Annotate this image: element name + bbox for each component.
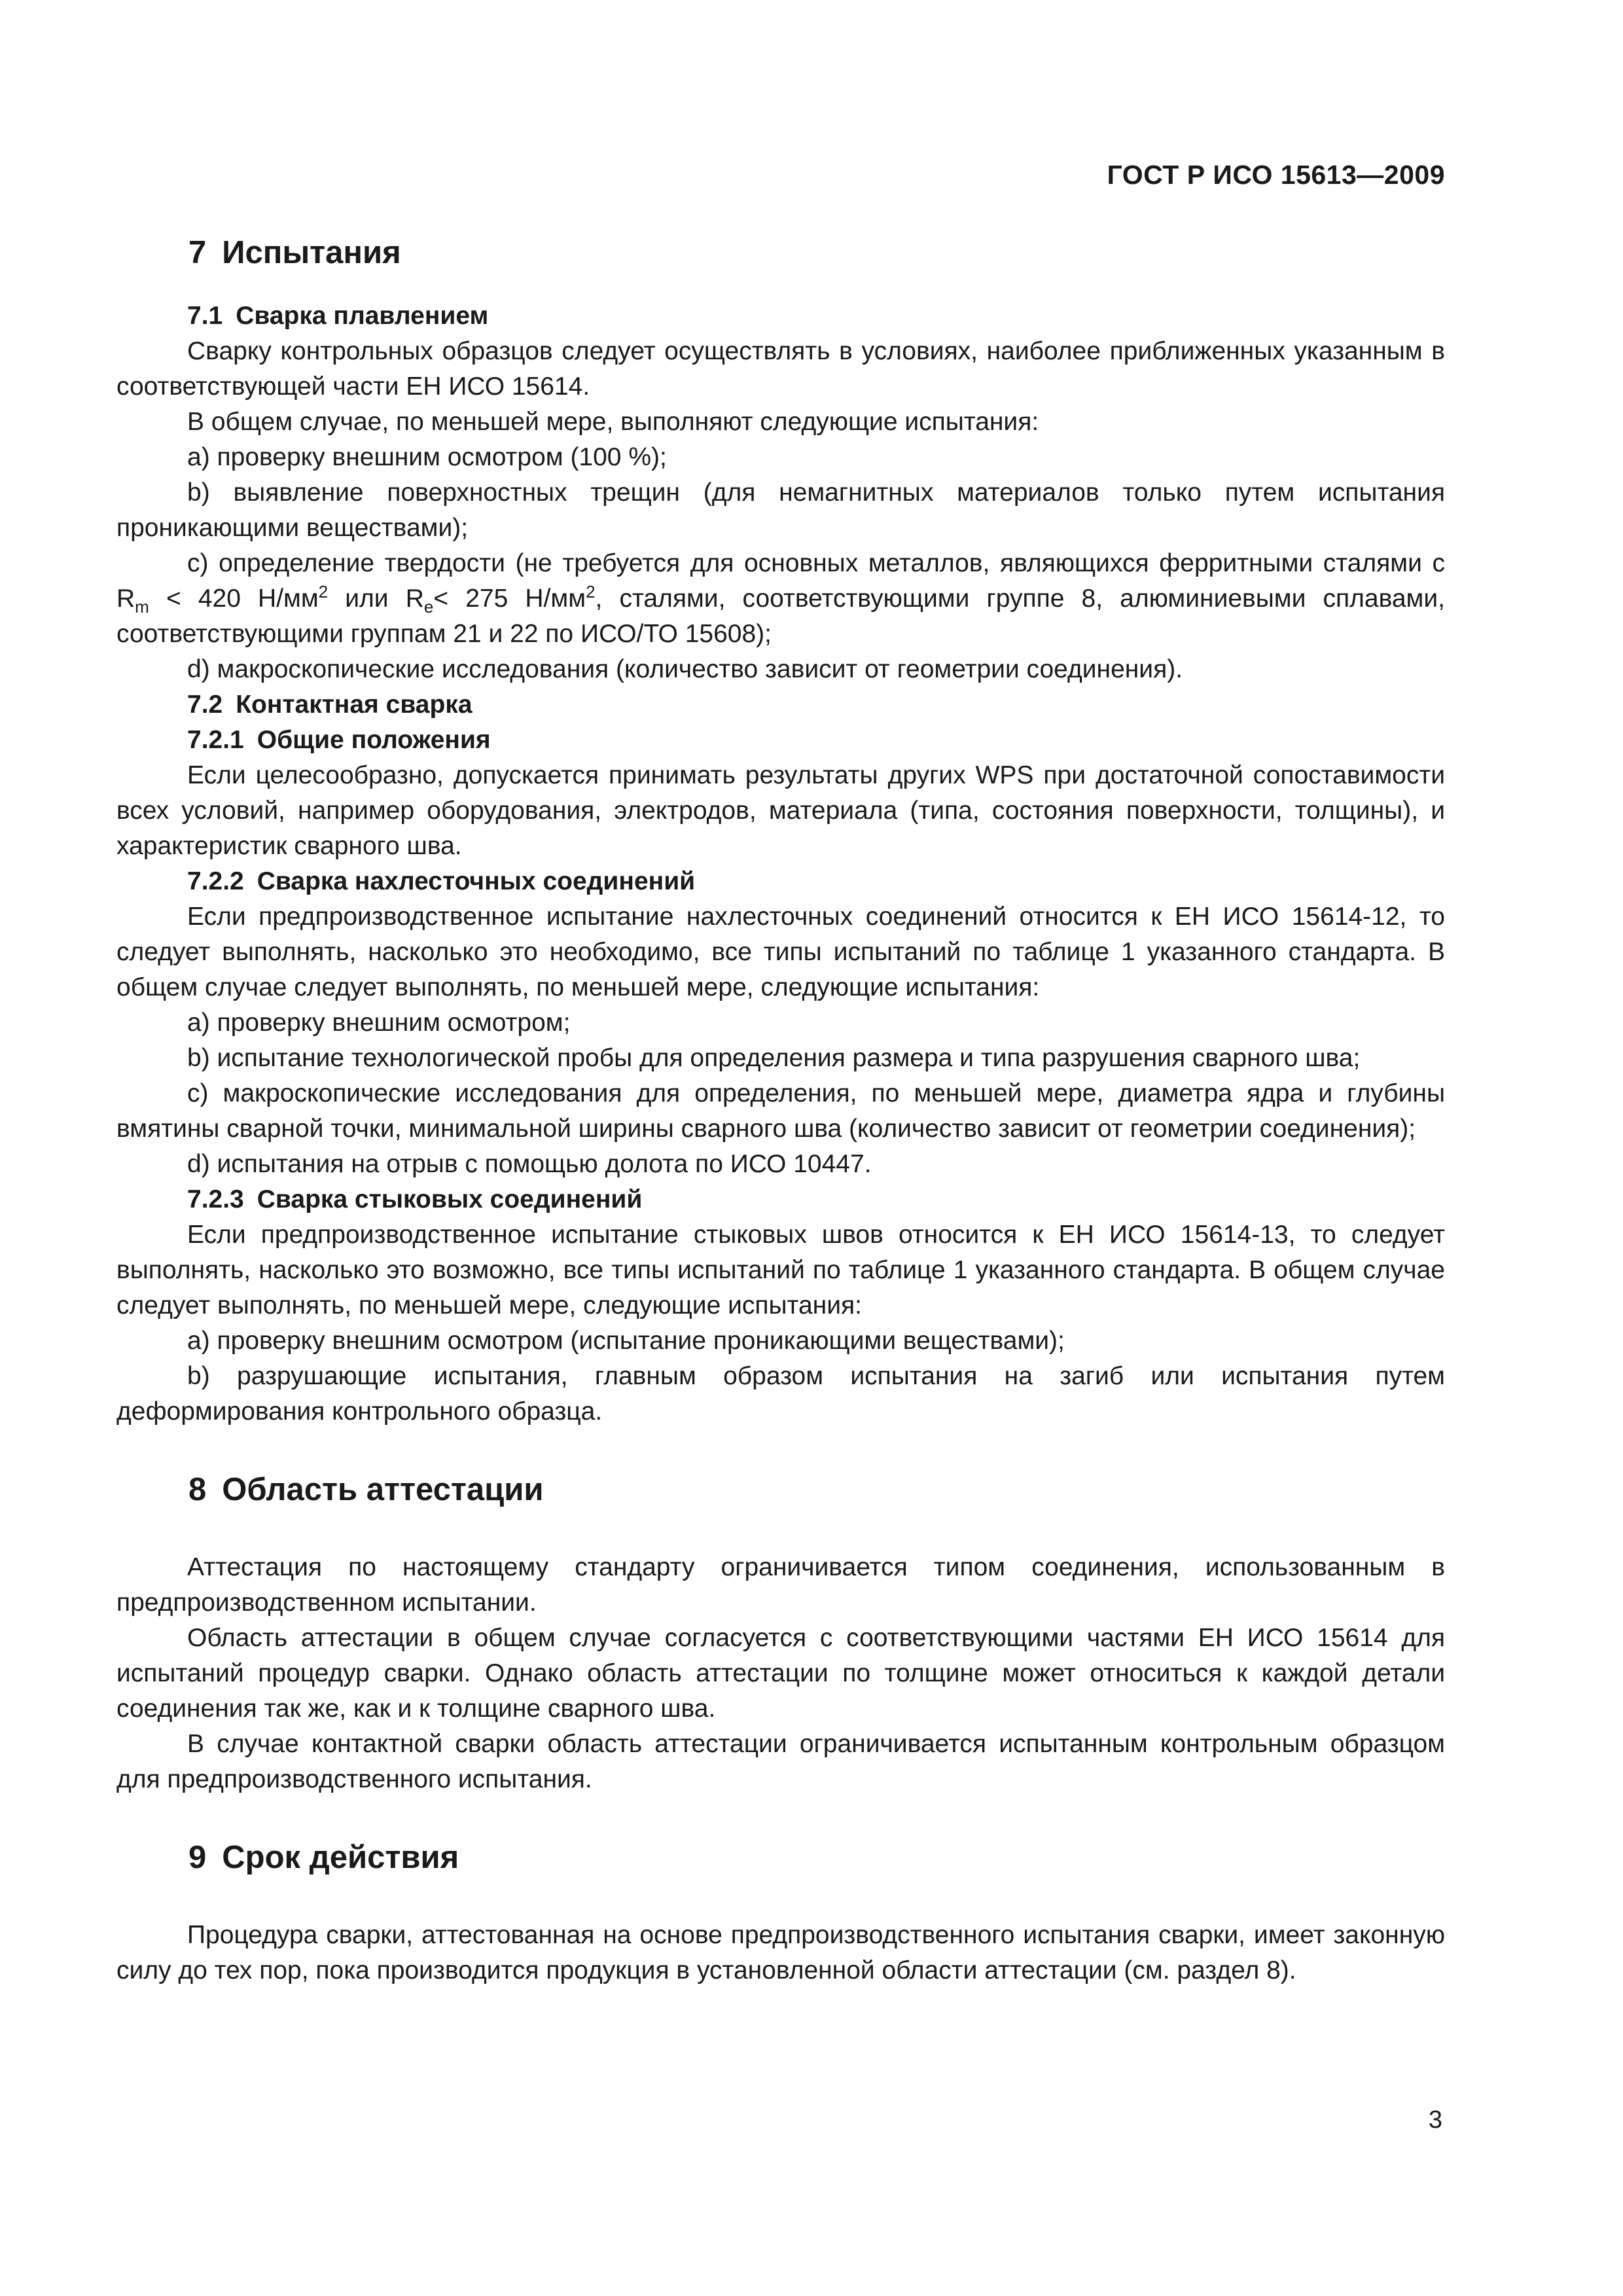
section-7-2-heading: Контактная сварка — [236, 691, 473, 719]
section-8-paragraph-3: В случае контактной сварки область аттестации ограничивается испытанным контрольным образцом для предпроизводственного испытания. — [116, 1730, 1445, 1793]
section-7-1-paragraph-2: В общем случае, по меньшей мере, выполняют следующие испытания: — [187, 408, 1039, 436]
section-8-number: 8 — [188, 1472, 207, 1507]
section-7-2-1-heading: Общие положения — [257, 726, 491, 754]
section-7-1-item-a: a) проверку внешним осмотром (100 %); — [187, 443, 667, 471]
section-7-2-2-number: 7.2.2 — [187, 867, 244, 895]
section-9-number: 9 — [188, 1840, 207, 1875]
section-8-paragraph-1: Аттестация по настоящему стандарту ограничивается типом соединения, использованным в предпроизводственном испытании. — [116, 1553, 1445, 1617]
section-7-2-3-item-b: b) разрушающие испытания, главным образом испытания на загиб или испытания путем деформирования контрольного образца. — [116, 1362, 1445, 1426]
section-8-title — [188, 1463, 1445, 1516]
section-7-heading: Испытания — [222, 235, 401, 270]
section-7-number: 7 — [188, 235, 207, 270]
section-7-2-1-number: 7.2.1 — [187, 726, 244, 754]
section-7-2-3-heading: Сварка стыковых соединений — [257, 1185, 643, 1213]
section-7-2-3-number: 7.2.3 — [187, 1185, 244, 1213]
section-9-title — [188, 1831, 1445, 1884]
section-7-title — [188, 226, 1445, 279]
section-7-1-item-b: b) выявление поверхностных трещин (для немагнитных материалов только путем испытания проникающими веществами); — [116, 478, 1445, 542]
section-7-2-2-paragraph-1: Если предпроизводственное испытание нахлесточных соединений относится к ЕН ИСО 15614-12, то следует выполнять, насколько это необходимо, все типы испытаний по таблице 1 указанного стандарта. В общем случае следует выполнять, по меньшей мере, следующие испытания: — [116, 903, 1445, 1001]
section-7-1-item-d: d) макроскопические исследования (количество зависит от геометрии соединения). — [187, 655, 1183, 683]
section-7-1-title — [187, 298, 1445, 334]
section-7-2-3-title — [187, 1182, 1445, 1217]
page-number: 3 — [1428, 2106, 1442, 2134]
section-7-2-3-paragraph-1: Если предпроизводственное испытание стыковых швов относится к ЕН ИСО 15614-13, то следует выполнять, насколько это возможно, все типы испытаний по таблице 1 указанного стандарта. В общем случае следует выполнять, по меньшей мере, следующие испытания: — [116, 1221, 1445, 1319]
section-8-paragraph-2: Область аттестации в общем случае согласуется с соответствующими частями ЕН ИСО 15614 для испытаний процедур сварки. Однако область аттестации по толщине может относиться к каждой детали соединения так же, как и к толщине сварного шва. — [116, 1624, 1445, 1723]
section-7-2-2-item-d: d) испытания на отрыв с помощью долота по ИСО 10447. — [187, 1150, 872, 1178]
section-7-2-2-item-c: c) макроскопические исследования для определения, по меньшей мере, диаметра ядра и глубины вмятины сварной точки, минимальной ширины сварного шва (количество зависит от геометрии соединения); — [116, 1079, 1445, 1143]
section-7-2-number: 7.2 — [187, 691, 223, 719]
section-8-heading: Область аттестации — [222, 1472, 544, 1507]
section-7-2-3-item-a: a) проверку внешним осмотром (испытание проникающими веществами); — [187, 1327, 1065, 1355]
section-9-paragraph-1: Процедура сварки, аттестованная на основе предпроизводственного испытания сварки, имеет законную силу до тех пор, пока производится продукция в установленной области аттестации (см. раздел 8). — [116, 1921, 1445, 1984]
section-7-1-item-c: c) определение твердости (не требуется для основных металлов, являющихся ферритными сталями с $R_m < 420$ $Н/мм^2$ или $R_e< 275$ $Н/мм^2$, сталями, соответствующими группе 8, алюминиевыми сплавами, соответствующими группам 21 и 22 по ИСО/ТО 15608); — [116, 549, 1445, 648]
section-7-2-2-item-a: a) проверку внешним осмотром; — [187, 1009, 571, 1037]
section-7-2-2-heading: Сварка нахлесточных соединений — [257, 867, 696, 895]
section-7-2-title — [187, 687, 1445, 723]
section-7-2-2-item-b: b) испытание технологической пробы для определения размера и типа разрушения сварного шва; — [187, 1044, 1361, 1072]
section-7-1-number: 7.1 — [187, 302, 223, 330]
section-7-2-1-title — [187, 723, 1445, 758]
document-header: ГОСТ Р ИСО 15613—2009 — [1107, 160, 1445, 190]
section-7-1-heading: Сварка плавлением — [236, 302, 489, 330]
section-9-heading: Срок действия — [222, 1840, 459, 1875]
section-7-2-2-title — [187, 864, 1445, 899]
document-body — [116, 226, 1445, 1988]
section-7-2-1-paragraph-1: Если целесообразно, допускается принимать результаты других WPS при достаточной сопоставимости всех условий, например оборудования, электродов, материала (типа, состояния поверхности, толщины), и характеристик сварного шва. — [116, 761, 1445, 860]
section-7-1-paragraph-1: Сварку контрольных образцов следует осуществлять в условиях, наиболее приближенных указанным в соответствующей части ЕН ИСО 15614. — [116, 337, 1445, 401]
